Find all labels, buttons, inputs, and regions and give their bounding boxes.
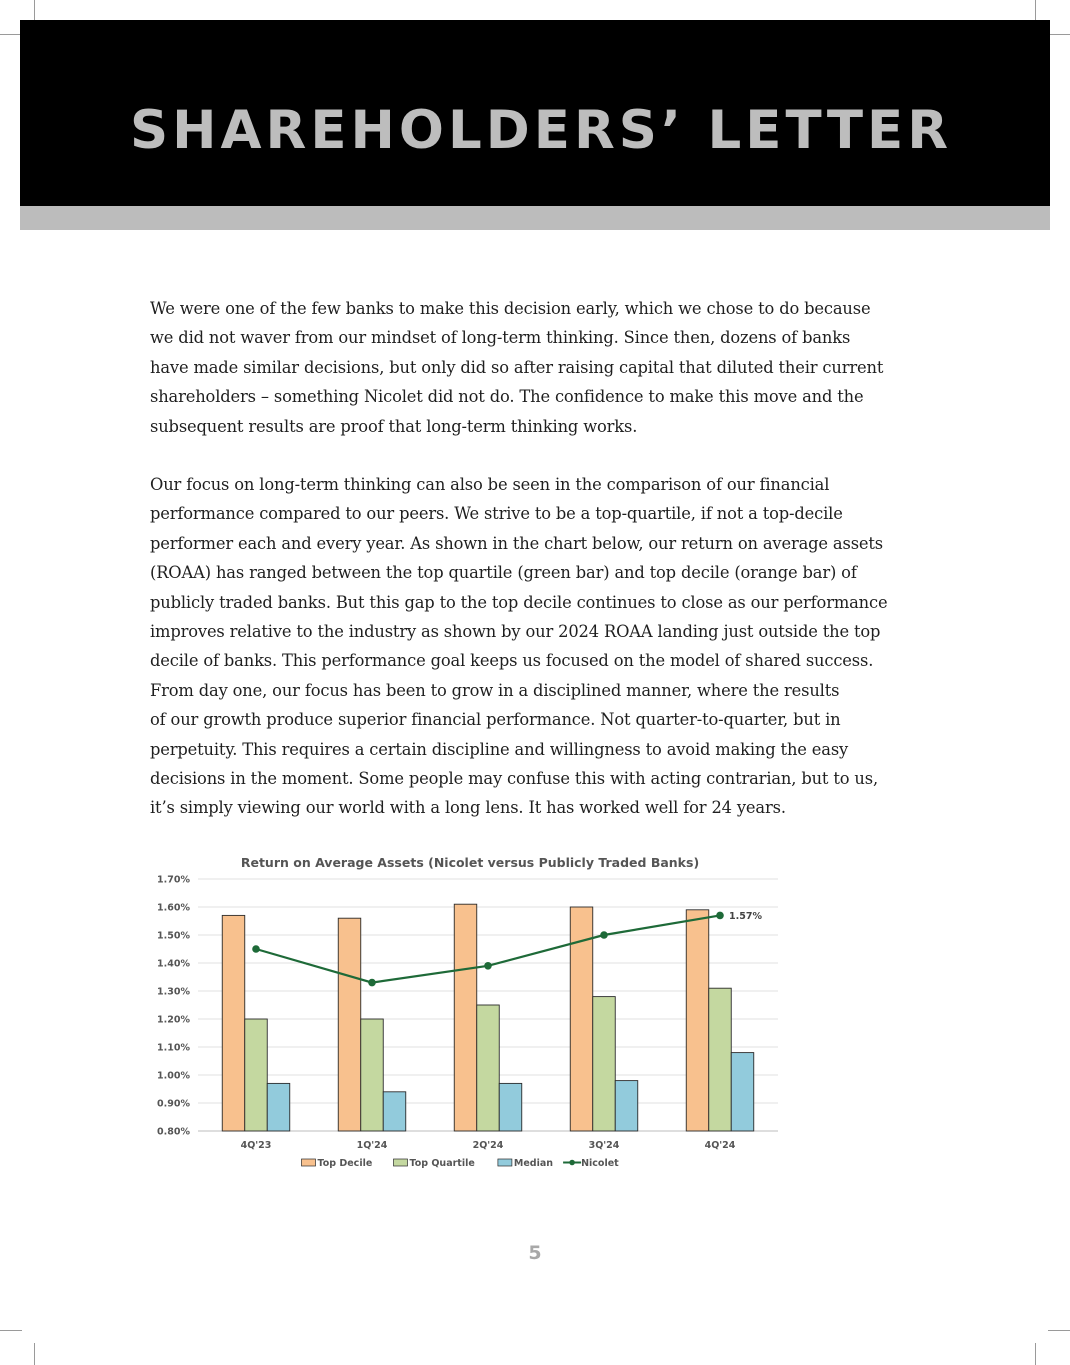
bar-top-decile	[454, 904, 477, 1131]
y-tick-label: 1.00%	[157, 1070, 190, 1082]
text-line: shareholders – something Nicolet did not do. The confidence to make this move and the	[150, 387, 864, 407]
bar-top-quartile	[593, 997, 616, 1131]
legend-label: Median	[513, 1158, 554, 1169]
bar-top-quartile	[361, 1019, 384, 1131]
crop-mark	[0, 34, 22, 35]
point-nicolet	[600, 931, 608, 939]
bar-top-decile	[338, 918, 361, 1131]
text-line: decile of banks. This performance goal keeps us focused on the model of shared success.	[150, 651, 874, 671]
x-tick-label: 1Q'24	[356, 1140, 388, 1151]
bar-top-quartile	[709, 988, 732, 1131]
text-line: From day one, our focus has been to grow in a disciplined manner, where the results	[150, 680, 840, 700]
crop-mark	[34, 0, 35, 22]
header-strip	[20, 206, 1050, 230]
legend-swatch	[498, 1159, 512, 1166]
bar-median	[383, 1092, 406, 1131]
legend-label: Nicolet	[581, 1158, 619, 1169]
y-tick-label: 1.30%	[157, 986, 190, 998]
y-tick-label: 1.10%	[157, 1042, 190, 1054]
legend-label: Top Decile	[317, 1158, 373, 1169]
legend-swatch-marker	[569, 1160, 575, 1166]
text-line: we did not waver from our mindset of long-term thinking. Since then, dozens of banks	[150, 328, 851, 348]
y-tick-label: 0.80%	[157, 1126, 190, 1138]
text-line: We were one of the few banks to make this decision early, which we chose to do because	[150, 299, 871, 318]
x-tick-label: 3Q'24	[588, 1140, 620, 1151]
x-tick-label: 4Q'23	[240, 1140, 272, 1151]
x-tick-label: 2Q'24	[472, 1140, 504, 1151]
page-number: 5	[528, 1242, 542, 1264]
text-line: have made similar decisions, but only did so after raising capital that diluted their current	[150, 357, 884, 377]
bar-median	[267, 1083, 290, 1131]
chart-title: Return on Average Assets (Nicolet versus Publicly Traded Banks)	[240, 855, 700, 870]
point-nicolet	[252, 945, 260, 953]
point-nicolet	[368, 979, 376, 987]
bar-top-decile	[686, 910, 709, 1131]
bar-top-quartile	[245, 1019, 268, 1131]
y-tick-label: 0.90%	[157, 1098, 190, 1110]
text-line: publicly traded banks. But this gap to the top decile continues to close as our performance	[150, 592, 888, 612]
crop-mark	[1035, 0, 1036, 22]
crop-mark	[0, 1330, 22, 1331]
text-line: subsequent results are proof that long-term thinking works.	[150, 416, 638, 436]
y-tick-label: 1.60%	[157, 902, 190, 914]
crop-mark	[1048, 34, 1070, 35]
y-tick-label: 1.20%	[157, 1014, 190, 1026]
paragraph-1	[150, 294, 890, 441]
y-tick-label: 1.70%	[157, 874, 190, 886]
legend-label: Top Quartile	[409, 1158, 475, 1169]
text-line: improves relative to the industry as shown by our 2024 ROAA landing just outside the top	[150, 622, 881, 642]
paragraph-2	[150, 470, 890, 823]
crop-mark	[1048, 1330, 1070, 1331]
point-nicolet	[716, 912, 724, 920]
text-line: decisions in the moment. Some people may confuse this with acting contrarian, but to us,	[150, 769, 878, 789]
chart-canvas	[150, 848, 790, 1183]
y-tick-label: 1.50%	[157, 930, 190, 942]
legend-swatch	[302, 1159, 316, 1166]
crop-mark	[1035, 1343, 1036, 1365]
point-nicolet	[484, 962, 492, 970]
crop-mark	[34, 1343, 35, 1365]
text-line: performance compared to our peers. We strive to be a top-quartile, if not a top-decile	[150, 504, 843, 524]
line-nicolet	[256, 915, 720, 982]
bar-median	[731, 1053, 754, 1131]
bar-top-decile	[222, 915, 245, 1131]
bar-median	[499, 1083, 522, 1131]
y-tick-label: 1.40%	[157, 958, 190, 970]
x-tick-label: 4Q'24	[704, 1140, 736, 1151]
text-line: perpetuity. This requires a certain discipline and willingness to avoid making the easy	[150, 739, 849, 759]
data-label: 1.57%	[729, 910, 762, 922]
text-line: Our focus on long-term thinking can also be seen in the comparison of our financial	[150, 475, 830, 494]
text-line: it’s simply viewing our world with a long lens. It has worked well for 24 years.	[150, 798, 786, 818]
text-line: performer each and every year. As shown in the chart below, our return on average assets	[150, 533, 883, 553]
text-line: of our growth produce superior financial performance. Not quarter-to-quarter, but in	[150, 710, 841, 730]
legend-swatch	[394, 1159, 408, 1166]
page-title: SHAREHOLDERS’ LETTER	[130, 100, 953, 161]
text-line: (ROAA) has ranged between the top quartile (green bar) and top decile (orange bar) of	[150, 563, 857, 583]
roaa-chart	[150, 848, 790, 1183]
bar-median	[615, 1081, 638, 1131]
bar-top-quartile	[477, 1005, 500, 1131]
